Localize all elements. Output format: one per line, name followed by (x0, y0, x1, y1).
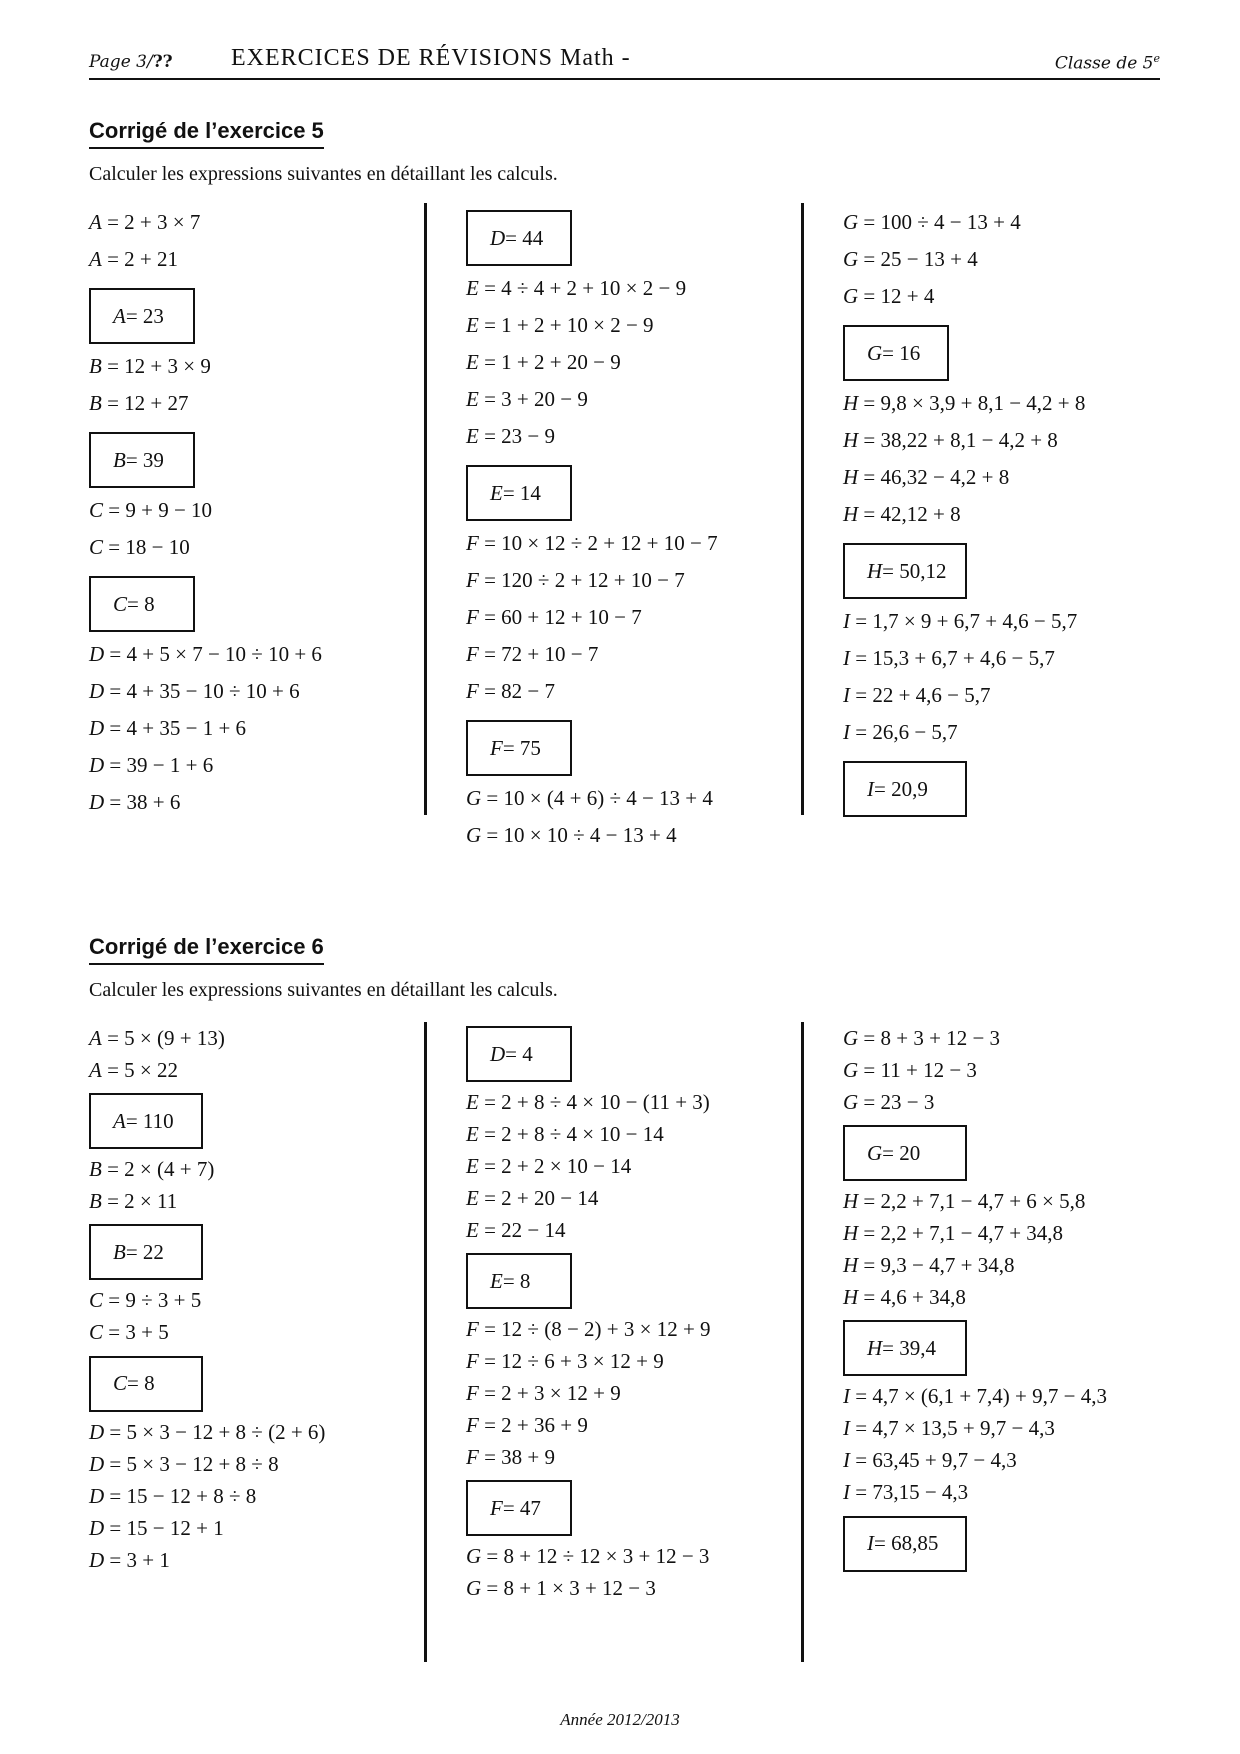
expression-line: D = 39 − 1 + 6 (89, 753, 214, 777)
expression-line: E = 2 + 20 − 14 (466, 1186, 599, 1210)
expression-line: D = 4 + 35 − 10 ÷ 10 + 6 (89, 679, 300, 703)
expression-line: E = 23 − 9 (466, 424, 556, 448)
column-separator (424, 203, 427, 815)
result-box: G = 16 (843, 325, 949, 381)
expression-line: C = 18 − 10 (89, 535, 190, 559)
expression-line: I = 1,7 × 9 + 6,7 + 4,6 − 5,7 (843, 609, 1078, 633)
expression-line: G = 10 × 10 ÷ 4 − 13 + 4 (466, 823, 677, 847)
expression-line: G = 12 + 4 (843, 284, 935, 308)
result-box: E = 8 (466, 1253, 572, 1309)
expression-line: D = 38 + 6 (89, 790, 181, 814)
result-box: G = 20 (843, 1125, 967, 1181)
expression-line: C = 9 + 9 − 10 (89, 498, 213, 522)
expression-line: H = 4,6 + 34,8 (843, 1285, 966, 1310)
expression-line: D = 4 + 35 − 1 + 6 (89, 716, 247, 740)
expression-line: A = 2 + 21 (89, 247, 179, 271)
result-box: H = 50,12 (843, 543, 967, 599)
page-footer: Année 2012/2013 (560, 1710, 680, 1729)
expression-line: E = 2 + 8 ÷ 4 × 10 − 14 (466, 1122, 664, 1146)
expression-line: F = 10 × 12 ÷ 2 + 12 + 10 − 7 (466, 531, 718, 555)
expression-line: H = 9,8 × 3,9 + 8,1 − 4,2 + 8 (843, 391, 1086, 415)
class-label: Classe de 5e (1054, 52, 1160, 74)
section-instruction: Calculer les expressions suivantes en détaillant les calculs. (89, 979, 558, 1001)
document-title: EXERCICES DE RÉVISIONS Math - (231, 45, 631, 71)
expression-line: I = 4,7 × 13,5 + 9,7 − 4,3 (843, 1416, 1055, 1441)
expression-line: G = 23 − 3 (843, 1090, 935, 1114)
result-box: A = 23 (89, 288, 195, 344)
expression-line: C = 3 + 5 (89, 1320, 169, 1345)
expression-line: A = 2 + 3 × 7 (89, 210, 201, 234)
result-box: I = 20,9 (843, 761, 967, 817)
result-box: D = 4 (466, 1026, 572, 1082)
expression-line: A = 5 × (9 + 13) (89, 1026, 225, 1050)
section-title: Corrigé de l’exercice 5 (89, 118, 324, 149)
expression-line: H = 9,3 − 4,7 + 34,8 (843, 1253, 1015, 1278)
result-box: E = 14 (466, 465, 572, 521)
expression-line: D = 4 + 5 × 7 − 10 ÷ 10 + 6 (89, 642, 322, 666)
expression-line: B = 12 + 3 × 9 (89, 354, 211, 378)
expression-line: E = 22 − 14 (466, 1218, 566, 1242)
expression-line: F = 120 ÷ 2 + 12 + 10 − 7 (466, 568, 685, 592)
exercise-5-section (89, 118, 1160, 847)
expression-line: B = 2 × 11 (89, 1189, 178, 1214)
section-title: Corrigé de l’exercice 6 (89, 934, 324, 965)
expression-line: H = 42,12 + 8 (843, 502, 961, 526)
expression-line: F = 12 ÷ 6 + 3 × 12 + 9 (466, 1349, 664, 1374)
expression-line: G = 25 − 13 + 4 (843, 247, 978, 271)
expression-line: A = 5 × 22 (89, 1058, 179, 1082)
expression-line: D = 5 × 3 − 12 + 8 ÷ (2 + 6) (89, 1419, 326, 1444)
result-box: H = 39,4 (843, 1320, 967, 1376)
result-box: B = 22 (89, 1224, 203, 1280)
expression-line: H = 2,2 + 7,1 − 4,7 + 34,8 (843, 1221, 1064, 1246)
expression-line: E = 3 + 20 − 9 (466, 387, 588, 411)
result-box: A = 110 (89, 1093, 203, 1149)
page-header (89, 42, 1160, 80)
result-box: C = 8 (89, 576, 195, 632)
expression-line: G = 8 + 12 ÷ 12 × 3 + 12 − 3 (466, 1544, 710, 1569)
expression-line: I = 73,15 − 4,3 (843, 1480, 969, 1505)
expression-line: B = 12 + 27 (89, 391, 189, 415)
expression-line: H = 38,22 + 8,1 − 4,2 + 8 (843, 428, 1058, 452)
expression-line: H = 2,2 + 7,1 − 4,7 + 6 × 5,8 (843, 1189, 1086, 1214)
expression-line: F = 12 ÷ (8 − 2) + 3 × 12 + 9 (466, 1317, 711, 1342)
expression-line: G = 100 ÷ 4 − 13 + 4 (843, 210, 1021, 234)
page-number: Page 3/?? (89, 52, 173, 72)
column-separator (801, 1022, 804, 1662)
expression-line: I = 63,45 + 9,7 − 4,3 (843, 1448, 1017, 1473)
section-instruction: Calculer les expressions suivantes en détaillant les calculs. (89, 163, 558, 185)
expression-line: E = 1 + 2 + 20 − 9 (466, 350, 621, 374)
expression-line: G = 8 + 3 + 12 − 3 (843, 1026, 1001, 1050)
result-box: I = 68,85 (843, 1516, 967, 1572)
expression-line: F = 2 + 3 × 12 + 9 (466, 1381, 621, 1406)
expression-line: F = 2 + 36 + 9 (466, 1413, 588, 1438)
result-box: F = 75 (466, 720, 572, 776)
expression-line: F = 82 − 7 (466, 679, 556, 703)
exercise-6-section (89, 934, 1160, 1674)
expression-line: D = 3 + 1 (89, 1547, 170, 1572)
column-separator (801, 203, 804, 815)
expression-line: B = 2 × (4 + 7) (89, 1157, 215, 1182)
column-separator (424, 1022, 427, 1662)
expression-line: E = 2 + 2 × 10 − 14 (466, 1154, 632, 1178)
expression-line: G = 10 × (4 + 6) ÷ 4 − 13 + 4 (466, 786, 713, 810)
expression-line: E = 4 ÷ 4 + 2 + 10 × 2 − 9 (466, 276, 687, 300)
expression-line: G = 8 + 1 × 3 + 12 − 3 (466, 1576, 656, 1601)
expression-line: D = 15 − 12 + 8 ÷ 8 (89, 1483, 257, 1508)
result-box: F = 47 (466, 1480, 572, 1536)
expression-line: F = 38 + 9 (466, 1445, 556, 1470)
expression-line: I = 4,7 × (6,1 + 7,4) + 9,7 − 4,3 (843, 1384, 1107, 1409)
result-box: D = 44 (466, 210, 572, 266)
expression-line: H = 46,32 − 4,2 + 8 (843, 465, 1010, 489)
result-box: B = 39 (89, 432, 195, 488)
expression-line: I = 26,6 − 5,7 (843, 720, 958, 744)
expression-line: I = 15,3 + 6,7 + 4,6 − 5,7 (843, 646, 1055, 670)
expression-line: F = 60 + 12 + 10 − 7 (466, 605, 642, 629)
expression-line: G = 11 + 12 − 3 (843, 1058, 977, 1082)
expression-line: C = 9 ÷ 3 + 5 (89, 1288, 202, 1313)
expression-line: D = 15 − 12 + 1 (89, 1515, 224, 1540)
expression-line: E = 2 + 8 ÷ 4 × 10 − (11 + 3) (466, 1090, 710, 1114)
result-box: C = 8 (89, 1356, 203, 1412)
expression-line: D = 5 × 3 − 12 + 8 ÷ 8 (89, 1451, 279, 1476)
expression-line: F = 72 + 10 − 7 (466, 642, 599, 666)
expression-line: E = 1 + 2 + 10 × 2 − 9 (466, 313, 654, 337)
expression-line: I = 22 + 4,6 − 5,7 (843, 683, 991, 707)
